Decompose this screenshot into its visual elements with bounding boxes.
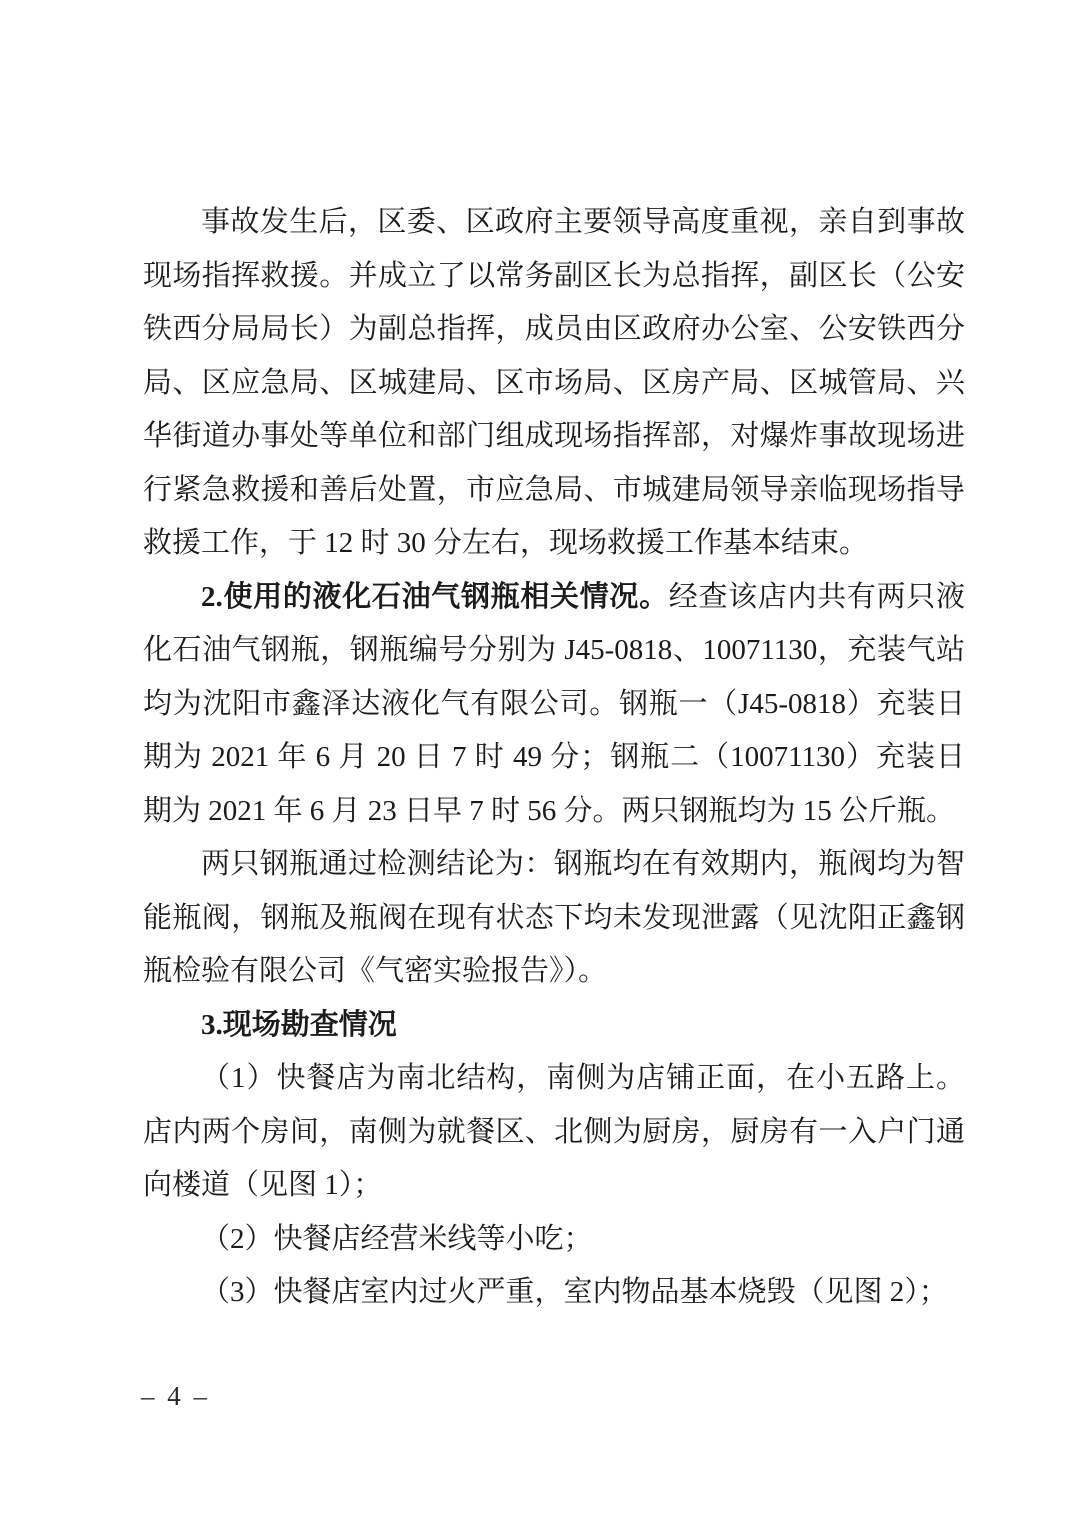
paragraph-rescue-response: 事故发生后，区委、区政府主要领导高度重视，亲自到事故现场指挥救援。并成立了以常务副区长为总指挥，副区长（公安铁西分局局长）为副总指挥，成员由区政府办公室、公安铁西分局、区应急局、区城建局、区市场局、区房产局、区城管局、兴华街道办事处等单位和部门组成现场指挥部，对爆炸事故现场进行紧急救援和善后处置，市应急局、市城建局领导亲临现场指导救援工作，于 12 时 30 分左右，现场救援工作基本结束。 bbox=[143, 206, 965, 559]
paragraph-scene-item-3: （3）快餐店室内过火严重，室内物品基本烧毁（见图 2）； bbox=[201, 1276, 948, 1308]
paragraph-gas-cylinders-text: 经查该店内共有两只液化石油气钢瓶，钢瓶编号分别为 J45-0818、10071130，充装气站均为沈阳市鑫泽达液化气有限公司。钢瓶一（J45-0818）充装日期为 2021 年 6 月 20 日 7 时 49 分；钢瓶二（10071130）充装日期为 2021 年 6 月 23 日早 7 时 56 分。两只钢瓶均为 15 公斤瓶。 bbox=[143, 580, 965, 827]
page-number: – 4 – bbox=[141, 1381, 210, 1411]
paragraph-test-conclusion: 两只钢瓶通过检测结论为：钢瓶均在有效期内，瓶阀均为智能瓶阀，钢瓶及瓶阀在现有状态下均未发现泄露（见沈阳正鑫钢瓶检验有限公司《气密实验报告》）。 bbox=[143, 848, 965, 987]
paragraph-gas-cylinders bbox=[143, 571, 965, 839]
paragraph-scene-item-1: （1）快餐店为南北结构，南侧为店铺正面，在小五路上。店内两个房间，南侧为就餐区、北侧为厨房，厨房有一入户门通向楼道（见图 1）； bbox=[143, 1062, 965, 1201]
section-3-heading: 3.现场勘查情况 bbox=[201, 1008, 397, 1041]
paragraph-scene-item-2: （2）快餐店经营米线等小吃； bbox=[201, 1222, 593, 1255]
document-body bbox=[143, 196, 965, 1320]
section-2-heading: 2.使用的液化石油气钢瓶相关情况。 bbox=[201, 580, 669, 613]
